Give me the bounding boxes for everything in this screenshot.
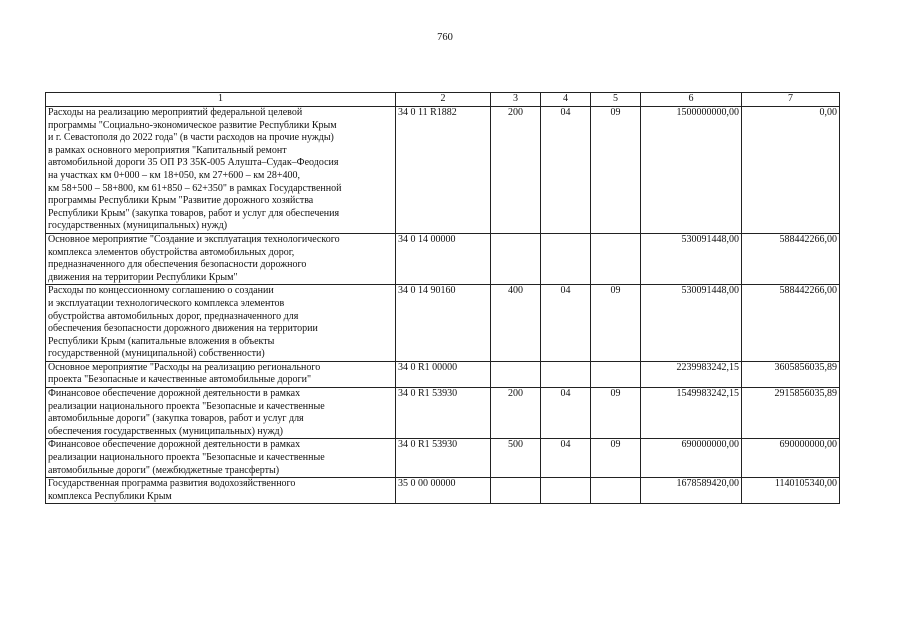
column-header: 4 (541, 93, 591, 107)
row-sum-1: 690000000,00 (641, 439, 742, 478)
table-row (46, 233, 840, 284)
row-sum-2: 690000000,00 (742, 439, 840, 478)
row-sum-2: 0,00 (742, 107, 840, 234)
row-pr: 09 (591, 439, 641, 478)
row-code: 34 0 R1 53930 (396, 388, 491, 439)
row-name: Государственная программа развития водохозяйственного комплекса Республики Крым (46, 478, 396, 504)
row-name: Основное мероприятие "Расходы на реализацию регионального проекта "Безопасные и качественные автомобильные дороги" (46, 361, 396, 387)
table-row (46, 107, 840, 234)
row-name: Расходы по концессионному соглашению о создании и эксплуатации технологического комплекса элементов обустройства автомобильных дорог, предназначенного для обеспечения безопасности дорожного движения на территории Республики Крым (капитальные вложения в объекты государственной (муниципальной) собственности) (46, 285, 396, 362)
row-vr: 200 (491, 388, 541, 439)
row-pr (591, 233, 641, 284)
row-sum-2: 1140105340,00 (742, 478, 840, 504)
row-sum-1: 1678589420,00 (641, 478, 742, 504)
table-row (46, 361, 840, 387)
table-row (46, 439, 840, 478)
table-row (46, 285, 840, 362)
row-sum-1: 1549983242,15 (641, 388, 742, 439)
row-code: 34 0 R1 53930 (396, 439, 491, 478)
row-vr: 200 (491, 107, 541, 234)
column-header: 2 (396, 93, 491, 107)
row-code: 34 0 14 90160 (396, 285, 491, 362)
row-sum-1: 530091448,00 (641, 285, 742, 362)
column-header: 6 (641, 93, 742, 107)
column-header: 1 (46, 93, 396, 107)
row-rz: 04 (541, 107, 591, 234)
row-name: Расходы на реализацию мероприятий федеральной целевой программы "Социально-экономическое развитие Республики Крым и г. Севастополя до 2022 года" (в части расходов на прочие нужды) в рамках основного мероприятия "Капитальный ремонт автомобильной дороги 35 ОП РЗ 35К-005 Алушта–Судак–Феодосия на участках км 0+000 – км 18+050, км 27+600 – км 28+400, км 58+500 – 58+800, км 61+850 – 62+350" в рамках Государственной программы Республики Крым "Развитие дорожного хозяйства Республики Крым" (закупка товаров, работ и услуг для обеспечения государственных (муниципальных) нужд) (46, 107, 396, 234)
row-vr (491, 361, 541, 387)
column-header: 5 (591, 93, 641, 107)
row-sum-1: 2239983242,15 (641, 361, 742, 387)
column-header: 7 (742, 93, 840, 107)
row-vr (491, 478, 541, 504)
row-sum-2: 3605856035,89 (742, 361, 840, 387)
row-sum-1: 1500000000,00 (641, 107, 742, 234)
row-rz: 04 (541, 285, 591, 362)
budget-table (45, 92, 840, 504)
row-rz: 04 (541, 439, 591, 478)
row-code: 34 0 R1 00000 (396, 361, 491, 387)
column-header: 3 (491, 93, 541, 107)
row-pr: 09 (591, 107, 641, 234)
page-number: 760 (437, 32, 453, 43)
row-pr: 09 (591, 388, 641, 439)
row-code: 34 0 14 00000 (396, 233, 491, 284)
row-sum-2: 2915856035,89 (742, 388, 840, 439)
row-rz (541, 478, 591, 504)
row-pr (591, 478, 641, 504)
header-row (46, 93, 840, 107)
row-pr (591, 361, 641, 387)
row-name: Финансовое обеспечение дорожной деятельности в рамках реализации национального проекта "Безопасные и качественные автомобильные дороги" (межбюджетные трансферты) (46, 439, 396, 478)
row-name: Основное мероприятие "Создание и эксплуатация технологического комплекса элементов обустройства автомобильных дорог, предназначенного для обеспечения безопасности дорожного движения на территории Республики Крым" (46, 233, 396, 284)
row-pr: 09 (591, 285, 641, 362)
row-name: Финансовое обеспечение дорожной деятельности в рамках реализации национального проекта "Безопасные и качественные автомобильные дороги" (закупка товаров, работ и услуг для обеспечения государственных (муниципальных) нужд) (46, 388, 396, 439)
row-vr: 400 (491, 285, 541, 362)
row-sum-2: 588442266,00 (742, 285, 840, 362)
row-code: 34 0 11 R1882 (396, 107, 491, 234)
table-row (46, 388, 840, 439)
row-sum-1: 530091448,00 (641, 233, 742, 284)
row-vr: 500 (491, 439, 541, 478)
row-rz (541, 361, 591, 387)
table-row (46, 478, 840, 504)
row-vr (491, 233, 541, 284)
row-rz: 04 (541, 388, 591, 439)
row-code: 35 0 00 00000 (396, 478, 491, 504)
row-rz (541, 233, 591, 284)
row-sum-2: 588442266,00 (742, 233, 840, 284)
